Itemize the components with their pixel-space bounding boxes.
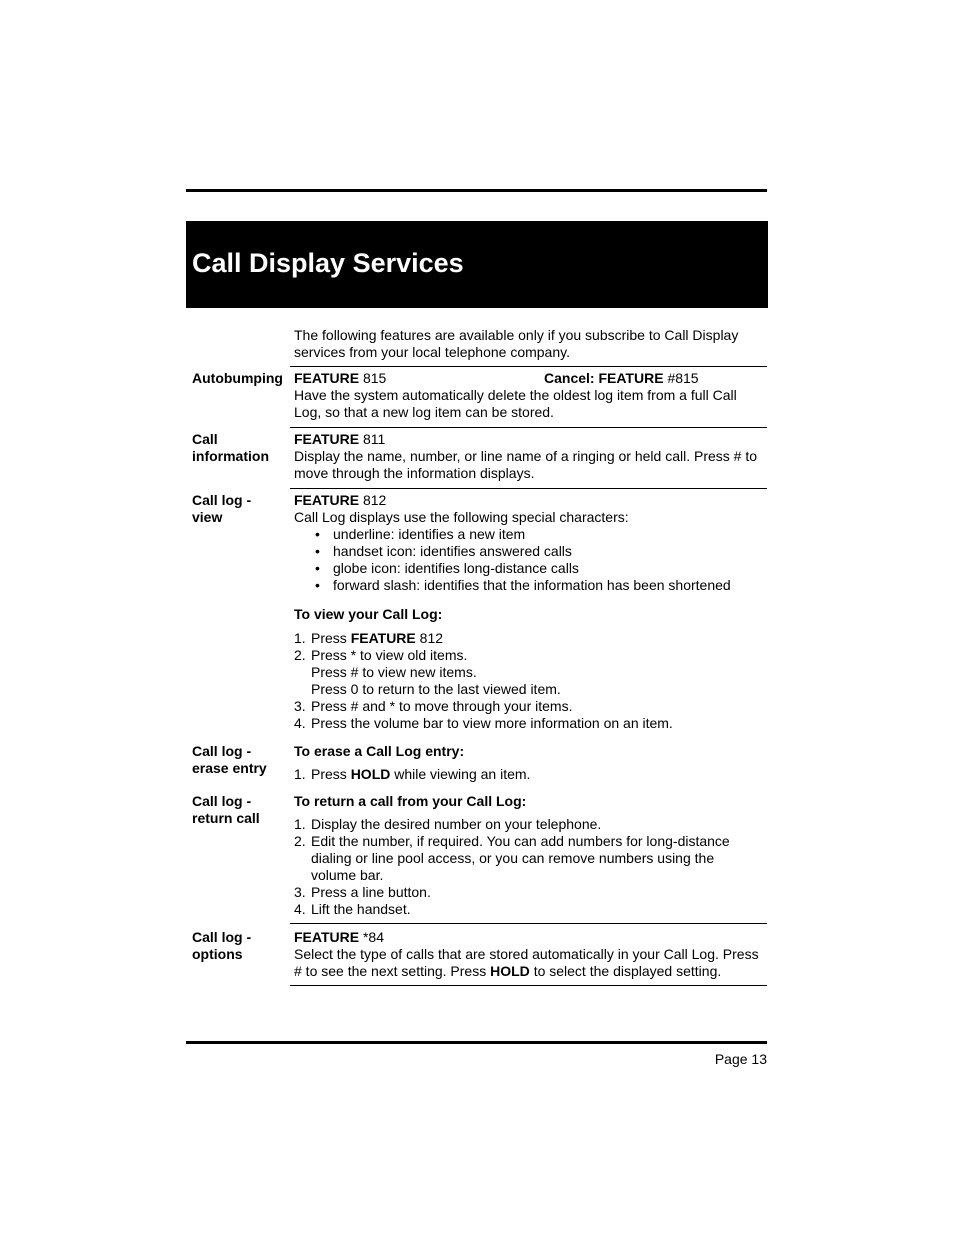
page-number: Page 13: [714, 1051, 767, 1067]
autobumping-body: [294, 370, 762, 421]
list-item: 4. Press the volume bar to view more information on an item.: [294, 715, 673, 731]
list-item: 2. Edit the number, if required. You can add numbers for long-distance dialing or line pool access, or you can remove numbers using the volume bar.: [294, 833, 730, 883]
erase-steps-list: [294, 766, 762, 783]
special-characters-list: [294, 526, 762, 594]
feature-keyword: FEATURE: [294, 370, 360, 386]
return-steps-list: [294, 816, 762, 918]
feature-code: 815: [362, 370, 387, 386]
call-information-body: FEATURE 811 Display the name, number, or line name of a ringing or held call. Press # to move through the information displays.: [294, 431, 762, 482]
call-log-view-label: Call log - view: [192, 492, 252, 525]
erase-heading: To erase a Call Log entry:: [294, 743, 465, 759]
list-item: • handset icon: identifies answered calls: [294, 543, 762, 560]
separator: [290, 366, 767, 367]
list-item: • forward slash: identifies that the information has been shortened: [294, 577, 762, 594]
call-log-options-label: Call log - options: [192, 929, 252, 962]
call-log-options-body: FEATURE *84 Select the type of calls that are stored automatically in your Call Log. Press # to see the next setting. Press HOLD to select the displayed setting.: [294, 929, 762, 980]
call-information-label: Call information: [192, 431, 269, 464]
autobumping-desc: Have the system automatically delete the oldest log item from a full Call Log, so that a new log item can be stored.: [294, 387, 737, 420]
list-item: 3. Press a line button.: [294, 884, 431, 900]
top-rule: [186, 189, 767, 192]
separator: [290, 488, 767, 489]
feature-code: *84: [362, 929, 384, 945]
call-log-return-body: [294, 793, 762, 918]
call-log-options-desc: Select the type of calls that are stored automatically in your Call Log. Press # to see the next setting. Press HOLD to select the displayed setting.: [294, 946, 759, 979]
call-information-desc: Display the name, number, or line name of a ringing or held call. Press # to move through the information displays.: [294, 448, 758, 481]
list-item: 1. Display the desired number on your telephone.: [294, 816, 602, 832]
separator: [290, 427, 767, 428]
separator: [290, 923, 767, 924]
return-heading: To return a call from your Call Log:: [294, 793, 527, 809]
call-log-view-body: FEATURE 812 Call Log displays use the following special characters: • underline: identifies a new item • handset icon: identifies answered calls • globe icon: identifies long-distance calls • forward slash: identifies that the information has been shortened To view your Call Log: 1. Press FEATURE 812 2. Press * to view old items. Press # to view new items. Press 0 to return to the last viewed item. 3. Press # and * to move through your items. 4. Press the volume bar to view more information on an item.: [294, 492, 762, 732]
page-title: Call Display Services: [192, 248, 464, 278]
feature-code: 811: [362, 431, 386, 447]
title-banner: [186, 221, 768, 308]
bottom-rule: [186, 1041, 767, 1044]
list-item: 4. Lift the handset.: [294, 901, 411, 917]
call-log-erase-label: Call log - erase entry: [192, 743, 267, 776]
separator: [290, 985, 767, 986]
list-item: 1. Press HOLD while viewing an item.: [294, 766, 531, 782]
view-steps-list: [294, 630, 762, 732]
list-item: • underline: identifies a new item: [294, 526, 762, 543]
call-log-return-label: Call log - return call: [192, 793, 260, 826]
list-item: 2. Press * to view old items. Press # to view new items. Press 0 to return to the last viewed item.: [294, 647, 561, 697]
call-log-view-intro: Call Log displays use the following special characters:: [294, 509, 629, 525]
list-item: 1. Press FEATURE 812: [294, 630, 444, 646]
cancel-code: Cancel: FEATURE #815: [544, 370, 699, 386]
list-item: 3. Press # and * to move through your items.: [294, 698, 573, 714]
intro-text: The following features are available only if you subscribe to Call Display services from your local telephone company.: [294, 327, 739, 360]
list-item: • globe icon: identifies long-distance calls: [294, 560, 762, 577]
call-log-erase-body: [294, 743, 762, 783]
view-call-log-heading: To view your Call Log:: [294, 606, 443, 622]
autobumping-label: Autobumping: [192, 370, 283, 386]
feature-code: 812: [362, 492, 387, 508]
